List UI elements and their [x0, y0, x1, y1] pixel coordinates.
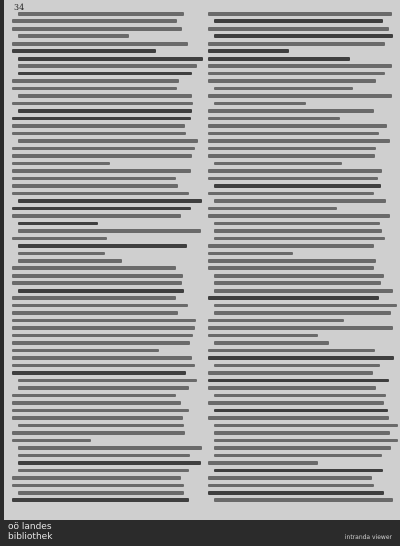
- text-line: [12, 371, 186, 375]
- text-line: [208, 334, 318, 338]
- text-line: [12, 27, 182, 31]
- text-line: [214, 431, 390, 435]
- text-line: [12, 49, 156, 53]
- scanned-page: [4, 0, 400, 520]
- text-line: [12, 42, 188, 46]
- text-line: [18, 386, 189, 390]
- text-line: [208, 57, 350, 61]
- text-line: [18, 454, 190, 458]
- text-line: [12, 476, 181, 480]
- text-line: [12, 237, 107, 241]
- text-line: [214, 304, 397, 308]
- text-line: [214, 341, 329, 345]
- text-line: [208, 42, 385, 46]
- text-line: [18, 244, 187, 248]
- logo-line-1: oö landes: [8, 522, 52, 532]
- text-line: [208, 326, 393, 330]
- text-line: [208, 124, 387, 128]
- text-line: [12, 102, 193, 106]
- text-line: [12, 281, 182, 285]
- text-line: [208, 177, 378, 181]
- text-line: [12, 169, 191, 173]
- text-line: [214, 289, 393, 293]
- text-line: [214, 19, 383, 23]
- text-line: [18, 64, 197, 68]
- text-line: [208, 476, 372, 480]
- text-line: [208, 79, 376, 83]
- text-line: [12, 19, 177, 23]
- text-line: [18, 491, 184, 495]
- text-line: [12, 184, 178, 188]
- text-line: [208, 379, 389, 383]
- text-line: [12, 177, 176, 181]
- logo-line-2: bibliothek: [8, 532, 53, 542]
- text-line: [18, 446, 202, 450]
- text-line: [208, 259, 376, 263]
- text-line: [208, 139, 390, 143]
- text-line: [208, 416, 389, 420]
- text-line: [18, 139, 198, 143]
- text-line: [12, 214, 181, 218]
- text-line: [12, 498, 189, 502]
- text-line: [208, 117, 340, 121]
- text-line: [208, 132, 379, 136]
- text-line: [12, 439, 91, 443]
- text-line: [208, 27, 389, 31]
- text-line: [214, 34, 393, 38]
- text-line: [208, 154, 375, 158]
- text-line: [214, 87, 353, 91]
- text-line: [208, 169, 382, 173]
- text-line: [214, 409, 388, 413]
- text-line: [12, 304, 188, 308]
- text-line: [214, 364, 380, 368]
- text-line: [208, 461, 318, 465]
- text-line: [214, 469, 383, 473]
- text-line: [214, 184, 381, 188]
- text-line: [214, 274, 384, 278]
- text-line: [208, 491, 384, 495]
- text-line: [208, 192, 374, 196]
- text-line: [208, 207, 337, 211]
- text-line: [12, 311, 178, 315]
- text-column-right: [208, 12, 394, 506]
- viewer-label: intranda viewer: [344, 534, 392, 541]
- text-line: [214, 199, 386, 203]
- text-line: [214, 281, 381, 285]
- text-line: [12, 349, 159, 353]
- text-line: [18, 222, 98, 226]
- text-line: [214, 222, 380, 226]
- text-line: [12, 87, 177, 91]
- text-line: [12, 416, 183, 420]
- text-line: [18, 34, 129, 38]
- text-line: [208, 356, 394, 360]
- text-line: [214, 454, 382, 458]
- text-line: [214, 424, 398, 428]
- text-line: [12, 394, 176, 398]
- text-line: [214, 162, 342, 166]
- text-line: [208, 252, 293, 256]
- text-line: [208, 147, 376, 151]
- text-line: [208, 49, 289, 53]
- text-line: [12, 192, 189, 196]
- text-line: [208, 266, 374, 270]
- text-line: [12, 334, 193, 338]
- text-line: [12, 364, 195, 368]
- text-line: [18, 461, 201, 465]
- text-line: [12, 484, 184, 488]
- text-line: [12, 266, 176, 270]
- text-line: [208, 319, 344, 323]
- text-line: [12, 207, 191, 211]
- text-line: [18, 379, 197, 383]
- text-line: [214, 102, 306, 106]
- text-line: [208, 64, 392, 68]
- text-line: [214, 229, 382, 233]
- text-line: [18, 94, 192, 98]
- text-line: [18, 424, 184, 428]
- text-line: [208, 109, 374, 113]
- text-line: [208, 484, 374, 488]
- text-line: [18, 72, 192, 76]
- text-line: [18, 12, 184, 16]
- page-number: 34: [14, 3, 25, 12]
- text-line: [12, 296, 176, 300]
- text-line: [208, 386, 376, 390]
- text-line: [12, 124, 185, 128]
- text-line: [208, 214, 390, 218]
- text-line: [12, 319, 196, 323]
- text-line: [12, 431, 185, 435]
- text-column-left: [12, 12, 198, 506]
- text-line: [214, 311, 391, 315]
- text-line: [12, 401, 181, 405]
- library-logo: [8, 522, 68, 542]
- text-line: [12, 147, 195, 151]
- text-line: [208, 296, 379, 300]
- text-line: [12, 326, 195, 330]
- text-line: [12, 162, 110, 166]
- text-line: [18, 289, 184, 293]
- text-line: [12, 79, 179, 83]
- text-line: [208, 371, 373, 375]
- text-line: [208, 401, 384, 405]
- text-line: [12, 132, 186, 136]
- text-line: [214, 439, 398, 443]
- text-line: [18, 229, 201, 233]
- text-line: [208, 12, 392, 16]
- text-line: [214, 446, 391, 450]
- text-line: [18, 109, 192, 113]
- text-line: [18, 252, 105, 256]
- text-line: [18, 199, 202, 203]
- text-line: [214, 237, 385, 241]
- text-line: [214, 394, 386, 398]
- text-line: [208, 244, 374, 248]
- text-line: [12, 356, 192, 360]
- text-line: [208, 94, 392, 98]
- text-line: [214, 498, 393, 502]
- text-line: [18, 259, 122, 263]
- text-line: [208, 349, 375, 353]
- text-line: [12, 409, 189, 413]
- text-line: [18, 469, 189, 473]
- text-line: [12, 341, 190, 345]
- text-line: [208, 72, 385, 76]
- text-line: [12, 154, 192, 158]
- text-line: [18, 57, 203, 61]
- text-line: [12, 117, 191, 121]
- text-line: [12, 274, 183, 278]
